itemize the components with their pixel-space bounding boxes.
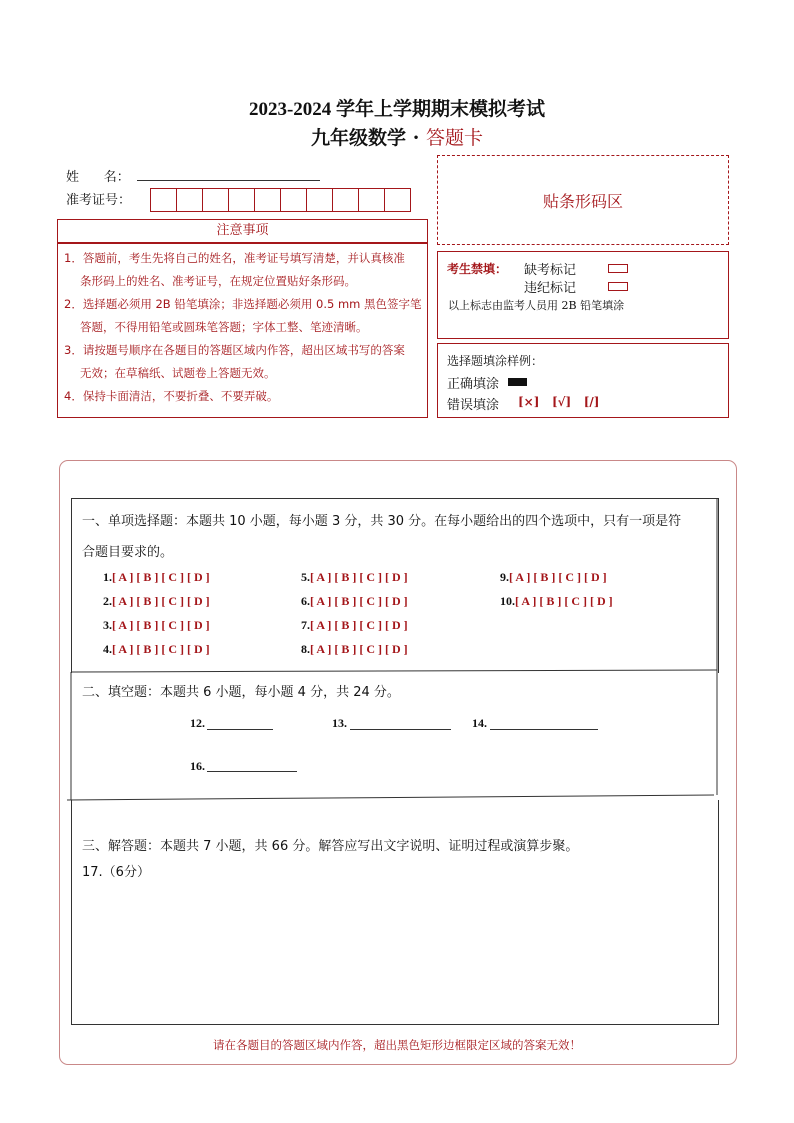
choice-q2[interactable]: 2.[ A ] [ B ] [ C ] [ D ] <box>103 594 210 608</box>
barcode-label: 贴条形码区 <box>542 191 623 211</box>
exam-id-label: 准考证号： <box>66 193 132 208</box>
choice-q10[interactable]: 10.[ A ] [ B ] [ C ] [ D ] <box>500 594 613 608</box>
blank-q12-label: 12. <box>190 716 205 730</box>
blank-q16-line[interactable] <box>207 771 297 772</box>
choice-instructions-line2: 合题目要求的。 <box>82 545 174 560</box>
notice-heading: 注意事项 <box>57 219 428 243</box>
blank-q13-label: 13. <box>332 716 347 730</box>
blank-q12-line[interactable] <box>207 729 273 730</box>
fill-blank-instructions: 二、填空题：本题共 6 小题，每小题 4 分，共 24 分。 <box>82 685 400 700</box>
correct-fill-label: 正确填涂 <box>447 377 500 392</box>
violation-label: 违纪标记 <box>524 281 577 296</box>
footer-warning: 请在各题目的答题区域内作答，超出黑色矩形边框限定区域的答案无效！ <box>213 1038 581 1052</box>
choice-q7[interactable]: 7.[ A ] [ B ] [ C ] [ D ] <box>301 618 408 632</box>
choice-q8[interactable]: 8.[ A ] [ B ] [ C ] [ D ] <box>301 642 408 656</box>
notice-item: 3．请按题号顺序在各题目的答题区域内作答，超出区域书写的答案 无效；在草稿纸、试题卷上答题无效。 <box>64 343 405 380</box>
choice-q3[interactable]: 3.[ A ] [ B ] [ C ] [ D ] <box>103 618 210 632</box>
choice-q1[interactable]: 1.[ A ] [ B ] [ C ] [ D ] <box>103 570 210 584</box>
wrong-fill-label: 错误填涂 <box>447 398 500 413</box>
subject-label: 九年级数学 <box>311 127 407 149</box>
proctor-note: 以上标志由监考人员用 2B 铅笔填涂 <box>448 299 625 312</box>
exam-title: 2023-2024 学年上学期期末模拟考试 <box>248 99 546 120</box>
name-label: 姓 名： <box>66 170 130 185</box>
choice-q9[interactable]: 9.[ A ] [ B ] [ C ] [ D ] <box>500 570 607 584</box>
blank-q14-line[interactable] <box>490 729 598 730</box>
choice-instructions-line1: 一、单项选择题：本题共 10 小题，每小题 3 分，共 30 分。在每小题给出的四个选项中，只有一项是符 <box>82 514 682 529</box>
q17-answer-area[interactable] <box>82 882 707 1020</box>
choice-q5[interactable]: 5.[ A ] [ B ] [ C ] [ D ] <box>301 570 408 584</box>
proctor-only-label: 考生禁填： <box>447 262 508 276</box>
notice-item: 4．保持卡面清洁，不要折叠、不要弄破。 <box>64 389 279 403</box>
absent-label: 缺考标记 <box>524 263 577 278</box>
blank-q16-label: 16. <box>190 759 205 773</box>
blank-q14-label: 14. <box>472 716 487 730</box>
wrong-fill-marks: [×] [√] [/] <box>518 395 600 409</box>
notice-item: 1．答题前，考生先将自己的姓名，准考证号填写清楚，并认真核准 条形码上的姓名、准考证号，在规定位置贴好条形码。 <box>64 251 405 288</box>
notice-item: 2．选择题必须用 2B 铅笔填涂；非选择题必须用 0.5 mm 黑色签字笔 答题，不得用铅笔或圆珠笔答题；字体工整、笔迹清晰。 <box>64 297 422 334</box>
choice-q4[interactable]: 4.[ A ] [ B ] [ C ] [ D ] <box>103 642 210 656</box>
answer-card-label: 答题卡 <box>425 127 483 149</box>
solution-instructions: 三、解答题：本题共 7 小题，共 66 分。解答应写出文字说明、证明过程或演算步聚。 <box>82 839 579 854</box>
choice-q6[interactable]: 6.[ A ] [ B ] [ C ] [ D ] <box>301 594 408 608</box>
fill-sample-title: 选择题填涂样例： <box>447 354 544 368</box>
blank-q13-line[interactable] <box>350 729 451 730</box>
q17-label: 17.（6分） <box>82 865 150 880</box>
subtitle-dot: · <box>412 127 420 149</box>
